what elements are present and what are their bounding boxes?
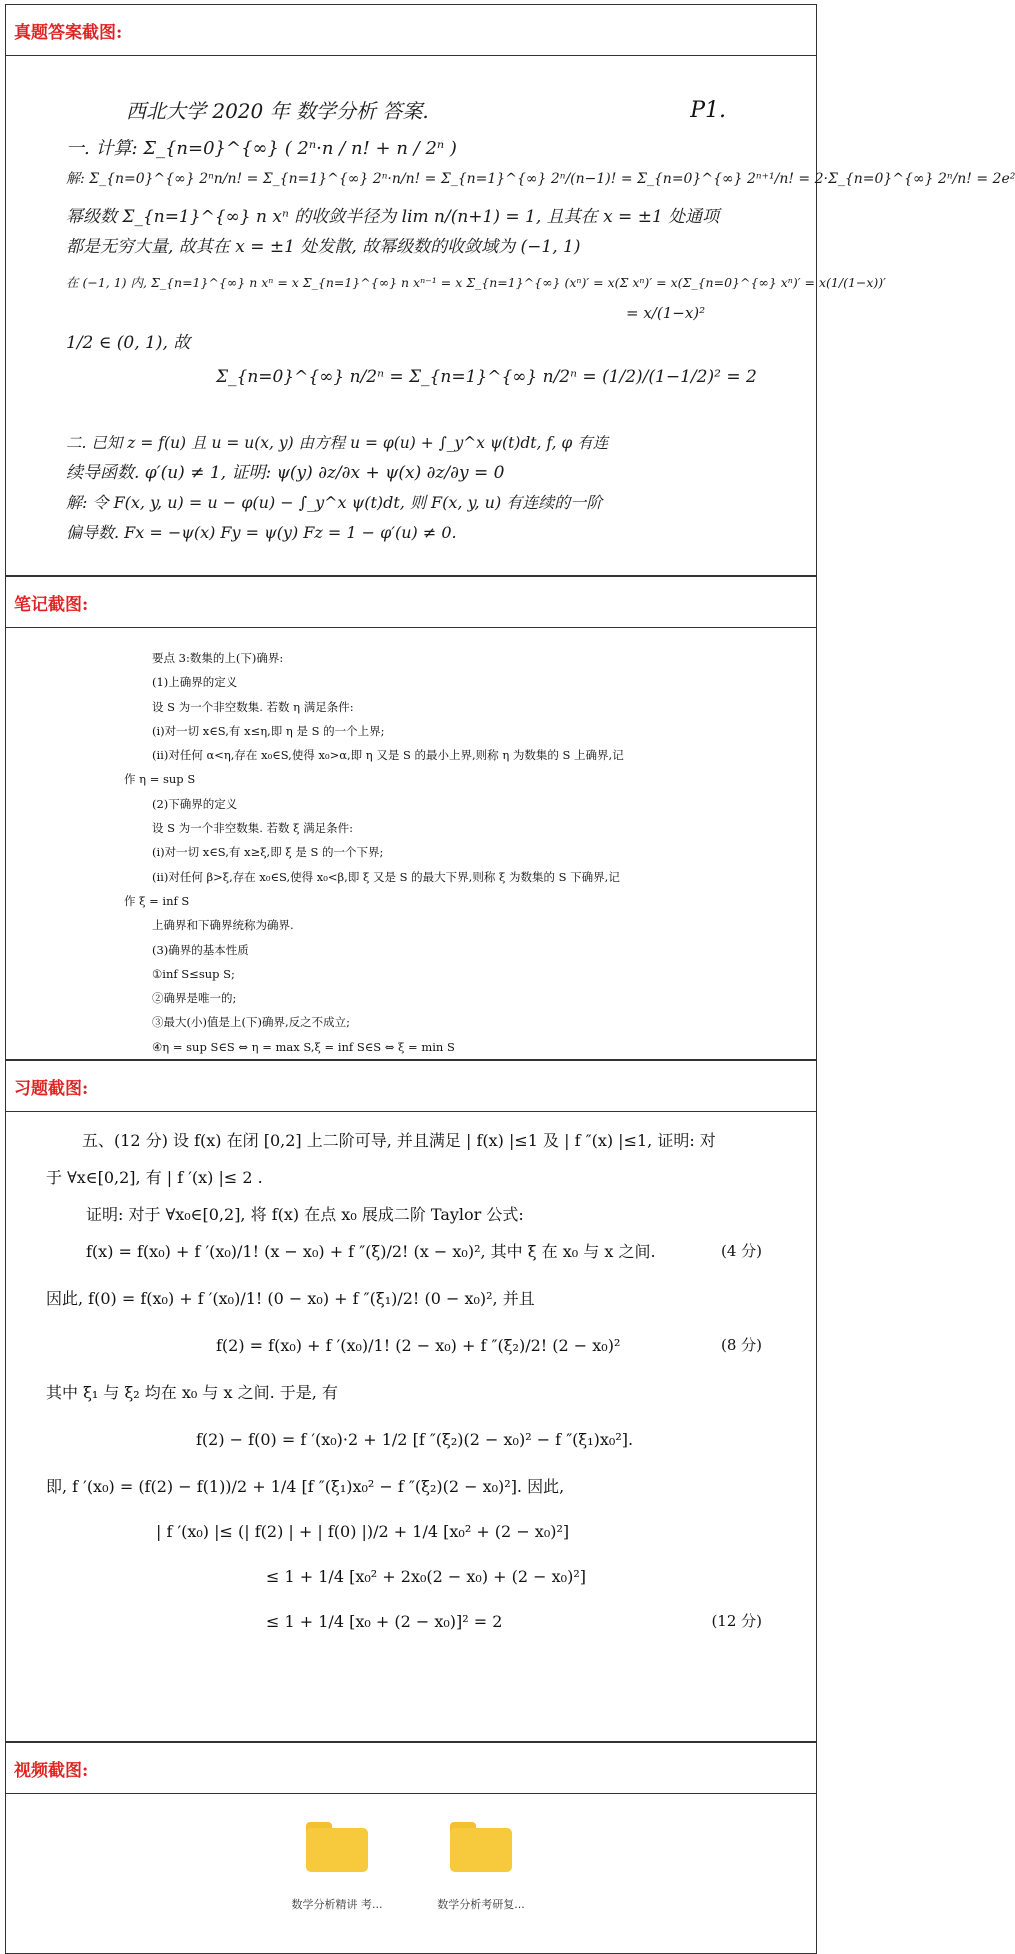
exercise-line: 其中 ξ₁ 与 ξ₂ 均在 x₀ 与 x 之间. 于是, 有	[46, 1383, 338, 1402]
notes-line: 要点 3:数集的上(下)确界:	[152, 651, 284, 665]
answer-line: 都是无穷大量, 故其在 x = ±1 处发散, 故幂级数的收敛域为 (−1, 1)	[66, 237, 581, 257]
folder-name[interactable]: 数学分析精讲 考...	[291, 1898, 383, 1911]
notes-line: (3)确界的基本性质	[152, 942, 249, 957]
score-label: (12 分)	[711, 1612, 762, 1630]
answer-line: 在 (−1, 1) 内, Σ_{n=1}^{∞} n xⁿ = x Σ_{n=1}^{∞} n xⁿ⁻¹ = x Σ_{n=1}^{∞} (xⁿ)′ = x(Σ xⁿ)′ = x(Σ_{n=0}^{∞} xⁿ)′ = x(1/(1−x))′	[66, 275, 887, 290]
taylor-formula: f(x) = f(x₀) + f ′(x₀)/1! (x − x₀) + f ″(ξ)/2! (x − x₀)², 其中 ξ 在 x₀ 与 x 之间.	[86, 1242, 656, 1261]
exercise-line: 五、(12 分) 设 f(x) 在闭 [0,2] 上二阶可导, 并且满足 | f(x) |≤1 及 | f ″(x) |≤1, 证明: 对	[82, 1131, 716, 1150]
video-section-header: 视频截图:	[5, 1742, 817, 1794]
page-number: P1.	[690, 98, 726, 123]
notes-section-header: 笔记截图:	[5, 576, 817, 628]
answer-line: 1/2 ∈ (0, 1), 故	[66, 333, 191, 353]
notes-image	[5, 628, 817, 1060]
exercise-line	[46, 1333, 798, 1358]
notes-line: (ⅰ)对一切 x∈S,有 x≤η,即 η 是 S 的一个上界;	[152, 723, 385, 738]
answer-line: Σ_{n=0}^{∞} n/2ⁿ = Σ_{n=1}^{∞} n/2ⁿ = (1/2)/(1−1/2)² = 2	[216, 367, 757, 387]
answer-line: 解: Σ_{n=0}^{∞} 2ⁿn/n! = Σ_{n=1}^{∞} 2ⁿ·n/n! = Σ_{n=1}^{∞} 2ⁿ/(n−1)! = Σ_{n=0}^{∞} 2ⁿ⁺¹/n! = 2·Σ_{n=0}^{∞} 2ⁿ/n! = 2e²	[66, 171, 1015, 187]
exercise-line: 即, f ′(x₀) = (f(2) − f(1))/2 + 1/4 [f ″(ξ₁)x₀² − f ″(ξ₂)(2 − x₀)²]. 因此,	[46, 1477, 565, 1496]
video-folder[interactable]	[416, 1822, 546, 1912]
exercise-line: | f ′(x₀) |≤ (| f(2) | + | f(0) |)/2 + 1/4 [x₀² + (2 − x₀)²]	[156, 1522, 570, 1541]
answer-line: 二. 已知 z = f(u) 且 u = u(x, y) 由方程 u = φ(u) + ∫_y^x ψ(t)dt, f, φ 有连	[66, 434, 609, 452]
answer-section-header: 真题答案截图:	[5, 4, 817, 56]
exercise-line	[46, 1239, 798, 1264]
video-folders-area	[5, 1794, 817, 1954]
notes-line: 作 ξ = inf S	[124, 893, 190, 908]
folder-name[interactable]: 数学分析考研复...	[437, 1898, 525, 1911]
notes-line: 上确界和下确界统称为确界.	[152, 918, 294, 933]
f2-formula: f(2) = f(x₀) + f ′(x₀)/1! (2 − x₀) + f ″(ξ₂)/2! (2 − x₀)²	[216, 1336, 621, 1355]
notes-line: 设 S 为一个非空数集. 若数 η 满足条件:	[152, 699, 354, 714]
notes-line: (2)下确界的定义	[152, 796, 238, 811]
exercise-line: 证明: 对于 ∀x₀∈[0,2], 将 f(x) 在点 x₀ 展成二阶 Taylor 公式:	[86, 1205, 524, 1224]
folder-icon[interactable]	[306, 1822, 368, 1872]
score-label: (4 分)	[720, 1242, 762, 1260]
handwritten-answer-image	[5, 56, 1015, 576]
notes-line: ③最大(小)值是上(下)确界,反之不成立;	[152, 1015, 350, 1030]
exercise-image	[5, 1112, 817, 1742]
exercise-line: 因此, f(0) = f(x₀) + f ′(x₀)/1! (0 − x₀) + f ″(ξ₁)/2! (0 − x₀)², 并且	[46, 1289, 535, 1308]
notes-line: 设 S 为一个非空数集. 若数 ξ 满足条件:	[152, 821, 354, 836]
answer-line: 续导函数. φ′(u) ≠ 1, 证明: ψ(y) ∂z/∂x + ψ(x) ∂z/∂y = 0	[66, 463, 505, 483]
exercise-line: f(2) − f(0) = f ′(x₀)·2 + 1/2 [f ″(ξ₂)(2 − x₀)² − f ″(ξ₁)x₀²].	[196, 1430, 634, 1449]
answer-line: = x/(1−x)²	[626, 304, 706, 322]
notes-line: (ⅱ)对任何 α<η,存在 x₀∈S,使得 x₀>α,即 η 又是 S 的最小上界,则称 η 为数集的 S 上确界,记	[152, 748, 624, 763]
video-folder[interactable]	[272, 1822, 402, 1912]
answer-line: 解: 令 F(x, y, u) = u − φ(u) − ∫_y^x ψ(t)dt, 则 F(x, y, u) 有连续的一阶	[66, 493, 603, 512]
exercise-line: 于 ∀x∈[0,2], 有 | f ′(x) |≤ 2 .	[46, 1168, 263, 1187]
notes-line: ④η = sup S∈S ⇔ η = max S,ξ = inf S∈S ⇔ ξ = min S	[152, 1039, 455, 1054]
notes-line: 作 η = sup S	[124, 772, 196, 787]
answer-line: 幂级数 Σ_{n=1}^{∞} n xⁿ 的收敛半径为 lim n/(n+1) = 1, 且其在 x = ±1 处通项	[66, 207, 720, 227]
folder-icon[interactable]	[450, 1822, 512, 1872]
answer-title: 西北大学 2020 年 数学分析 答案.	[126, 99, 429, 123]
exercise-line	[46, 1609, 798, 1634]
score-label: (8 分)	[720, 1336, 762, 1354]
notes-line: (1)上确界的定义	[152, 675, 238, 690]
notes-line: (ⅱ)对任何 β>ξ,存在 x₀∈S,使得 x₀<β,即 ξ 又是 S 的最大下界,则称 ξ 为数集的 S 下确界,记	[152, 869, 620, 884]
final-bound: ≤ 1 + 1/4 [x₀ + (2 − x₀)]² = 2	[266, 1612, 503, 1631]
notes-line: (ⅰ)对一切 x∈S,有 x≥ξ,即 ξ 是 S 的一个下界;	[152, 845, 384, 860]
exercise-line: ≤ 1 + 1/4 [x₀² + 2x₀(2 − x₀) + (2 − x₀)²]	[266, 1567, 586, 1586]
notes-line: ②确界是唯一的;	[152, 991, 237, 1006]
answer-line: 偏导数. Fx = −ψ(x) Fy = ψ(y) Fz = 1 − φ′(u) ≠ 0.	[66, 523, 457, 542]
answer-line: 一. 计算: Σ_{n=0}^{∞} ( 2ⁿ·n / n! + n / 2ⁿ )	[66, 138, 457, 159]
notes-line: ①inf S≤sup S;	[152, 966, 235, 981]
exercise-section-header: 习题截图:	[5, 1060, 817, 1112]
document-page	[5, 4, 1015, 1954]
